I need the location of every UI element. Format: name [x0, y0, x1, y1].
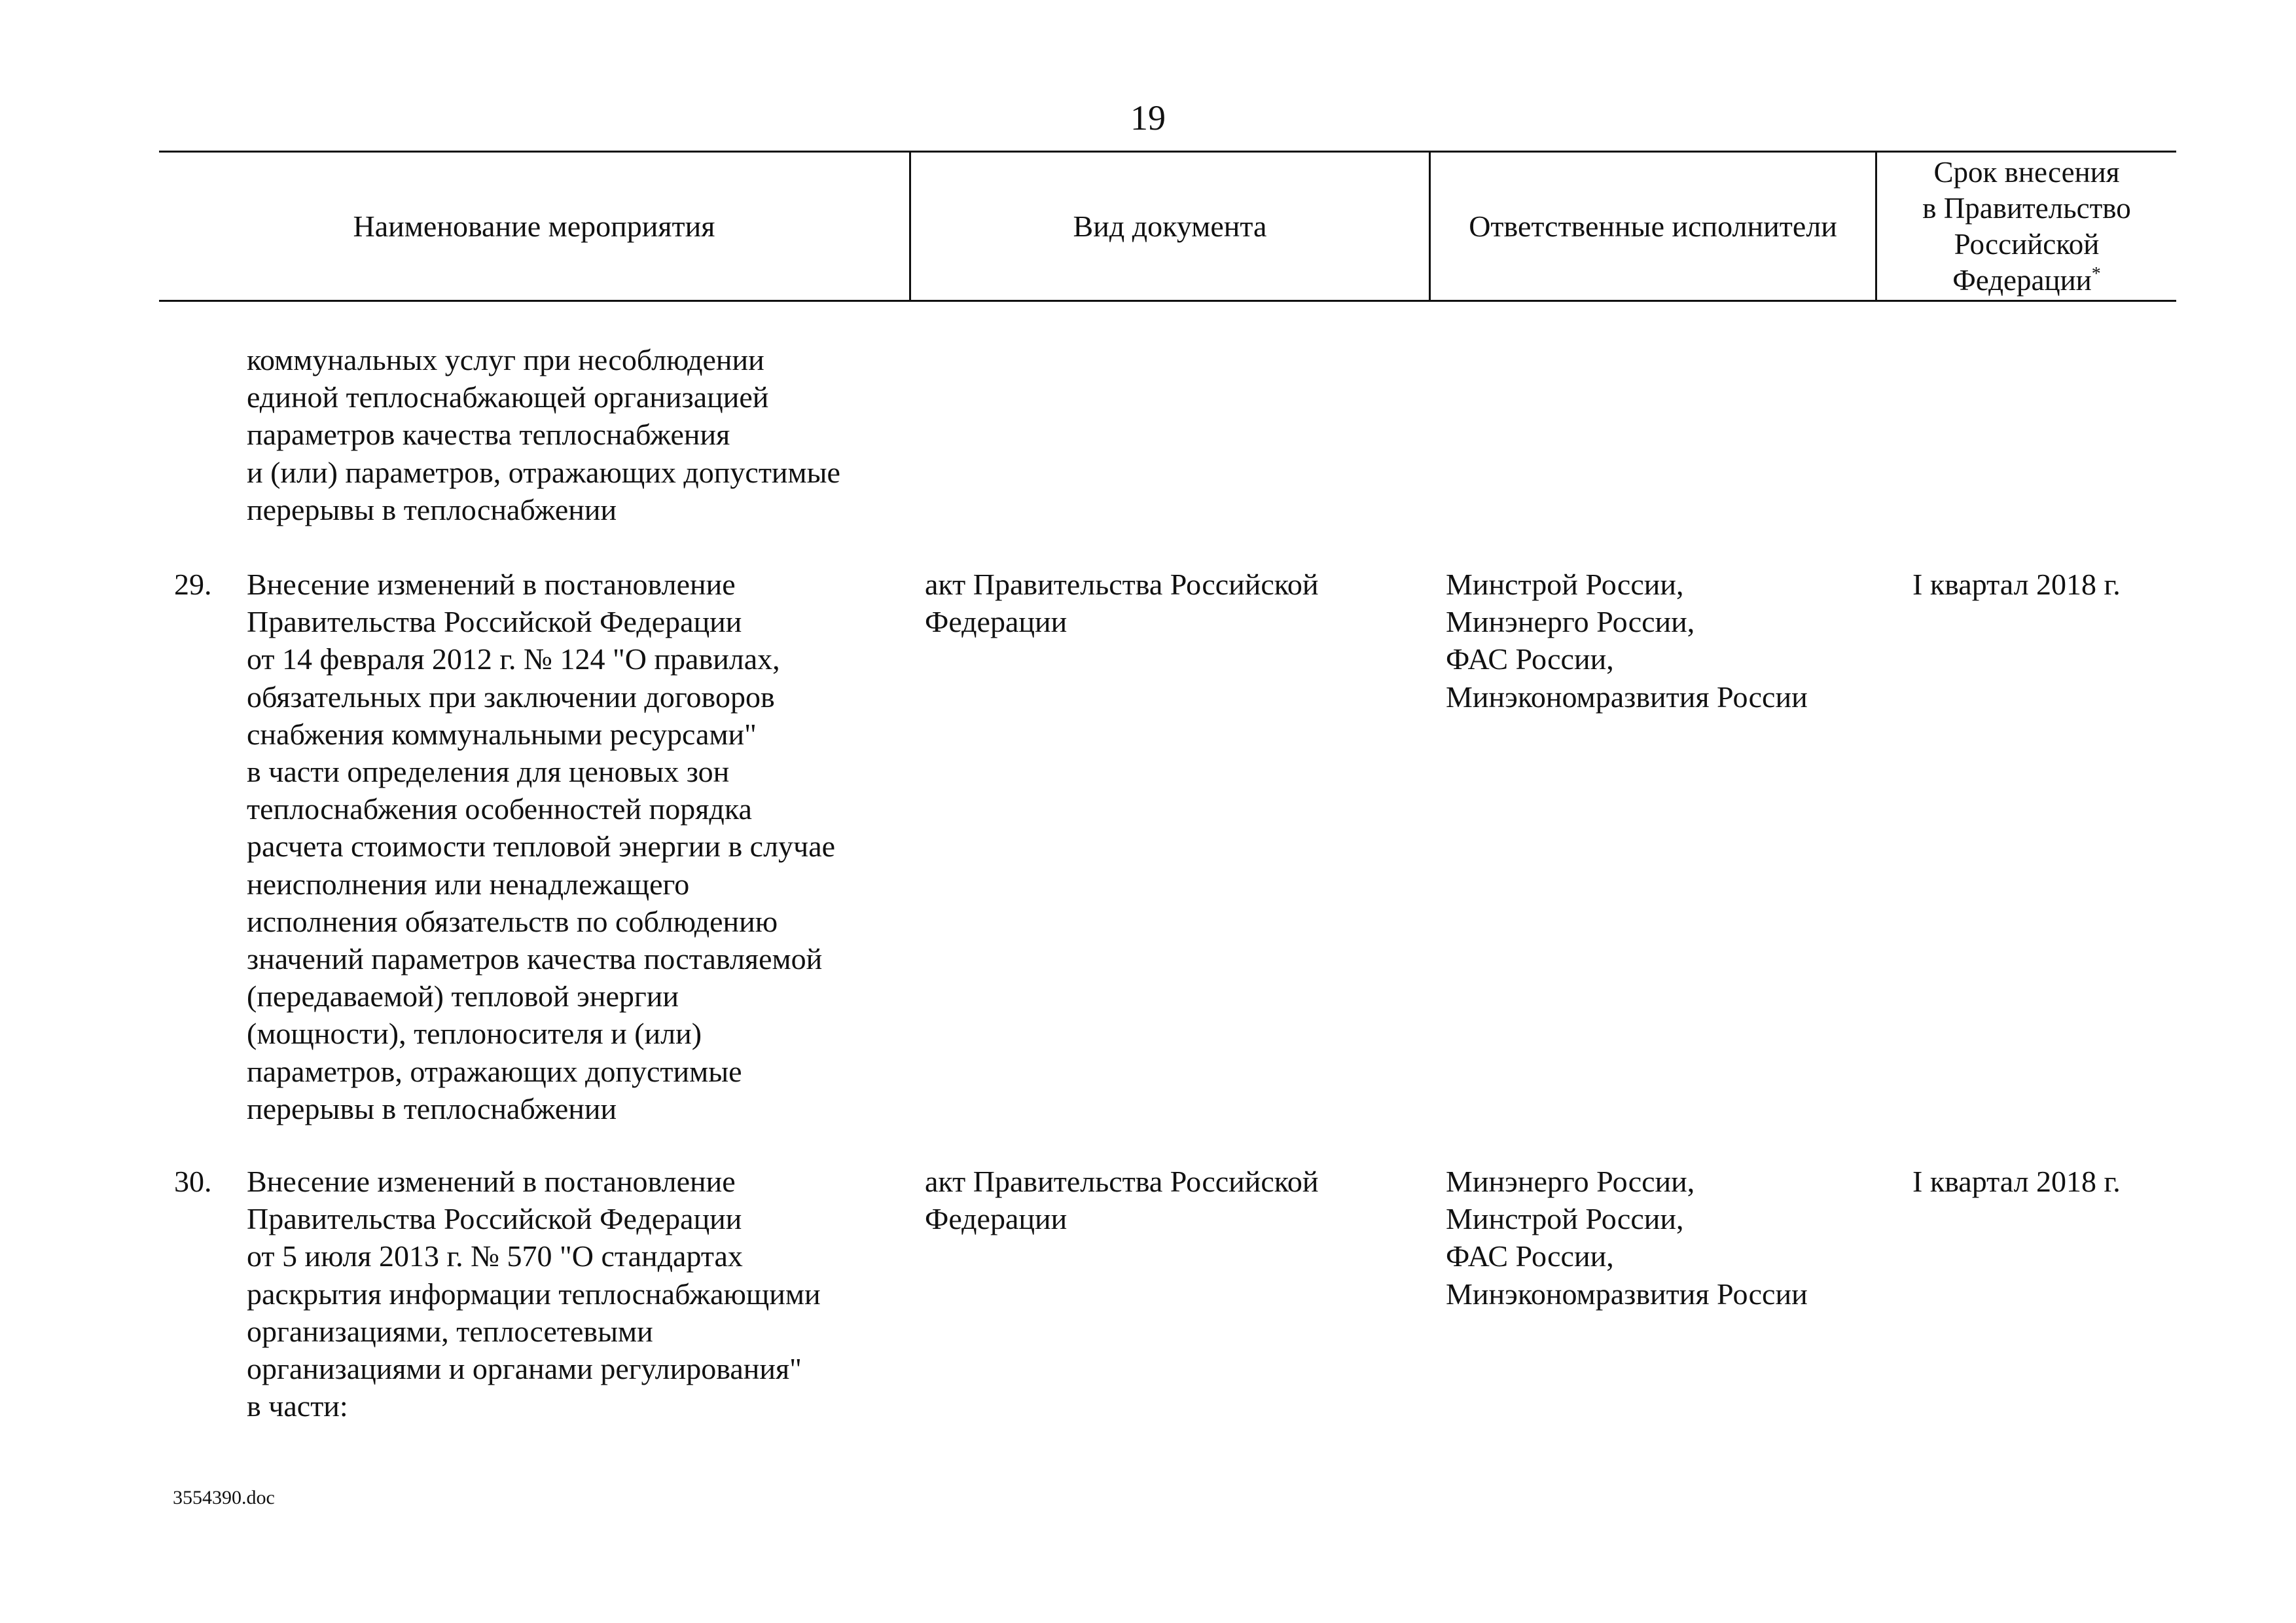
text-line: коммунальных услуг при несоблюдении	[247, 343, 764, 376]
text-line: от 14 февраля 2012 г. № 124 "О правилах,	[247, 642, 780, 676]
text-line: в части:	[247, 1389, 348, 1423]
text-line: Минстрой России,	[1446, 1202, 1684, 1236]
row-responsible	[1446, 566, 1808, 716]
text-line: ФАС России,	[1446, 642, 1614, 676]
text-line: единой теплоснабжающей организацией	[247, 380, 769, 414]
header-deadline	[1877, 153, 2176, 300]
header-deadline-last-line	[1952, 263, 2101, 299]
row-number: 30.	[174, 1165, 212, 1198]
text-line: исполнения обязательств по соблюдению	[247, 904, 778, 938]
table-header-bottom-rule	[159, 300, 2176, 302]
row-deadline: I квартал 2018 г.	[1912, 568, 2121, 601]
text-line: в части определения для ценовых зон	[247, 755, 730, 789]
text-line: теплоснабжения особенностей порядка	[247, 792, 752, 826]
row-responsible	[1446, 1163, 1808, 1313]
row-name	[247, 1163, 821, 1425]
text-line: параметров, отражающих допустимые	[247, 1054, 742, 1088]
text-line: и (или) параметров, отражающих допустимые	[247, 455, 840, 489]
text-line: обязательных при заключении договоров	[247, 680, 775, 714]
row-name	[247, 566, 835, 1127]
text-line: перерывы в теплоснабжении	[247, 492, 617, 526]
text-line: Правительства Российской Федерации	[247, 605, 742, 639]
header-deadline-line: Срок внесения	[1933, 155, 2120, 189]
header-deadline-line: Российской	[1954, 227, 2100, 261]
text-line: значений параметров качества поставляемой	[247, 942, 823, 976]
text-line: акт Правительства Российской	[925, 1165, 1319, 1198]
text-line: Минэнерго России,	[1446, 1165, 1695, 1198]
row-deadline: I квартал 2018 г.	[1912, 1165, 2121, 1198]
text-line: снабжения коммунальными ресурсами"	[247, 717, 757, 751]
text-line: Федерации	[925, 605, 1067, 639]
header-doc-type: Вид документа	[1073, 209, 1267, 243]
footnote-mark: *	[2091, 263, 2101, 284]
text-line: Минэкономразвития России	[1446, 680, 1808, 714]
header-deadline-line: в Правительство	[1922, 191, 2131, 225]
header-name: Наименование мероприятия	[353, 209, 715, 243]
text-line: от 5 июля 2013 г. № 570 "О стандартах	[247, 1239, 743, 1273]
row-number: 29.	[174, 568, 212, 601]
text-line: расчета стоимости тепловой энергии в случае	[247, 830, 836, 864]
text-line: Минэнерго России,	[1446, 605, 1695, 639]
text-line: неисполнения или ненадлежащего	[247, 867, 690, 901]
row-doc-type	[925, 566, 1318, 640]
page-number: 19	[1130, 98, 1166, 137]
text-line: (передаваемой) тепловой энергии	[247, 979, 679, 1013]
header-responsible: Ответственные исполнители	[1469, 209, 1837, 243]
text-line: перерывы в теплоснабжении	[247, 1091, 617, 1125]
text-line: Минстрой России,	[1446, 568, 1684, 601]
text-line: Минэкономразвития России	[1446, 1277, 1808, 1311]
text-line: (мощности), теплоносителя и (или)	[247, 1017, 702, 1051]
text-line: раскрытия информации теплоснабжающими	[247, 1277, 821, 1311]
row-doc-type	[925, 1163, 1318, 1237]
text-line: Внесение изменений в постановление	[247, 568, 736, 601]
header-deadline-line: Федерации	[1952, 263, 2092, 297]
text-line: Федерации	[925, 1202, 1067, 1236]
document-footer: 3554390.doc	[173, 1487, 275, 1508]
text-line: Внесение изменений в постановление	[247, 1165, 736, 1198]
text-line: акт Правительства Российской	[925, 568, 1319, 601]
text-line: ФАС России,	[1446, 1239, 1614, 1273]
text-line: параметров качества теплоснабжения	[247, 418, 730, 452]
text-line: организациями и органами регулирования"	[247, 1352, 802, 1386]
text-line: организациями, теплосетевыми	[247, 1314, 653, 1348]
text-line: Правительства Российской Федерации	[247, 1202, 742, 1236]
continuation-name	[247, 341, 840, 528]
